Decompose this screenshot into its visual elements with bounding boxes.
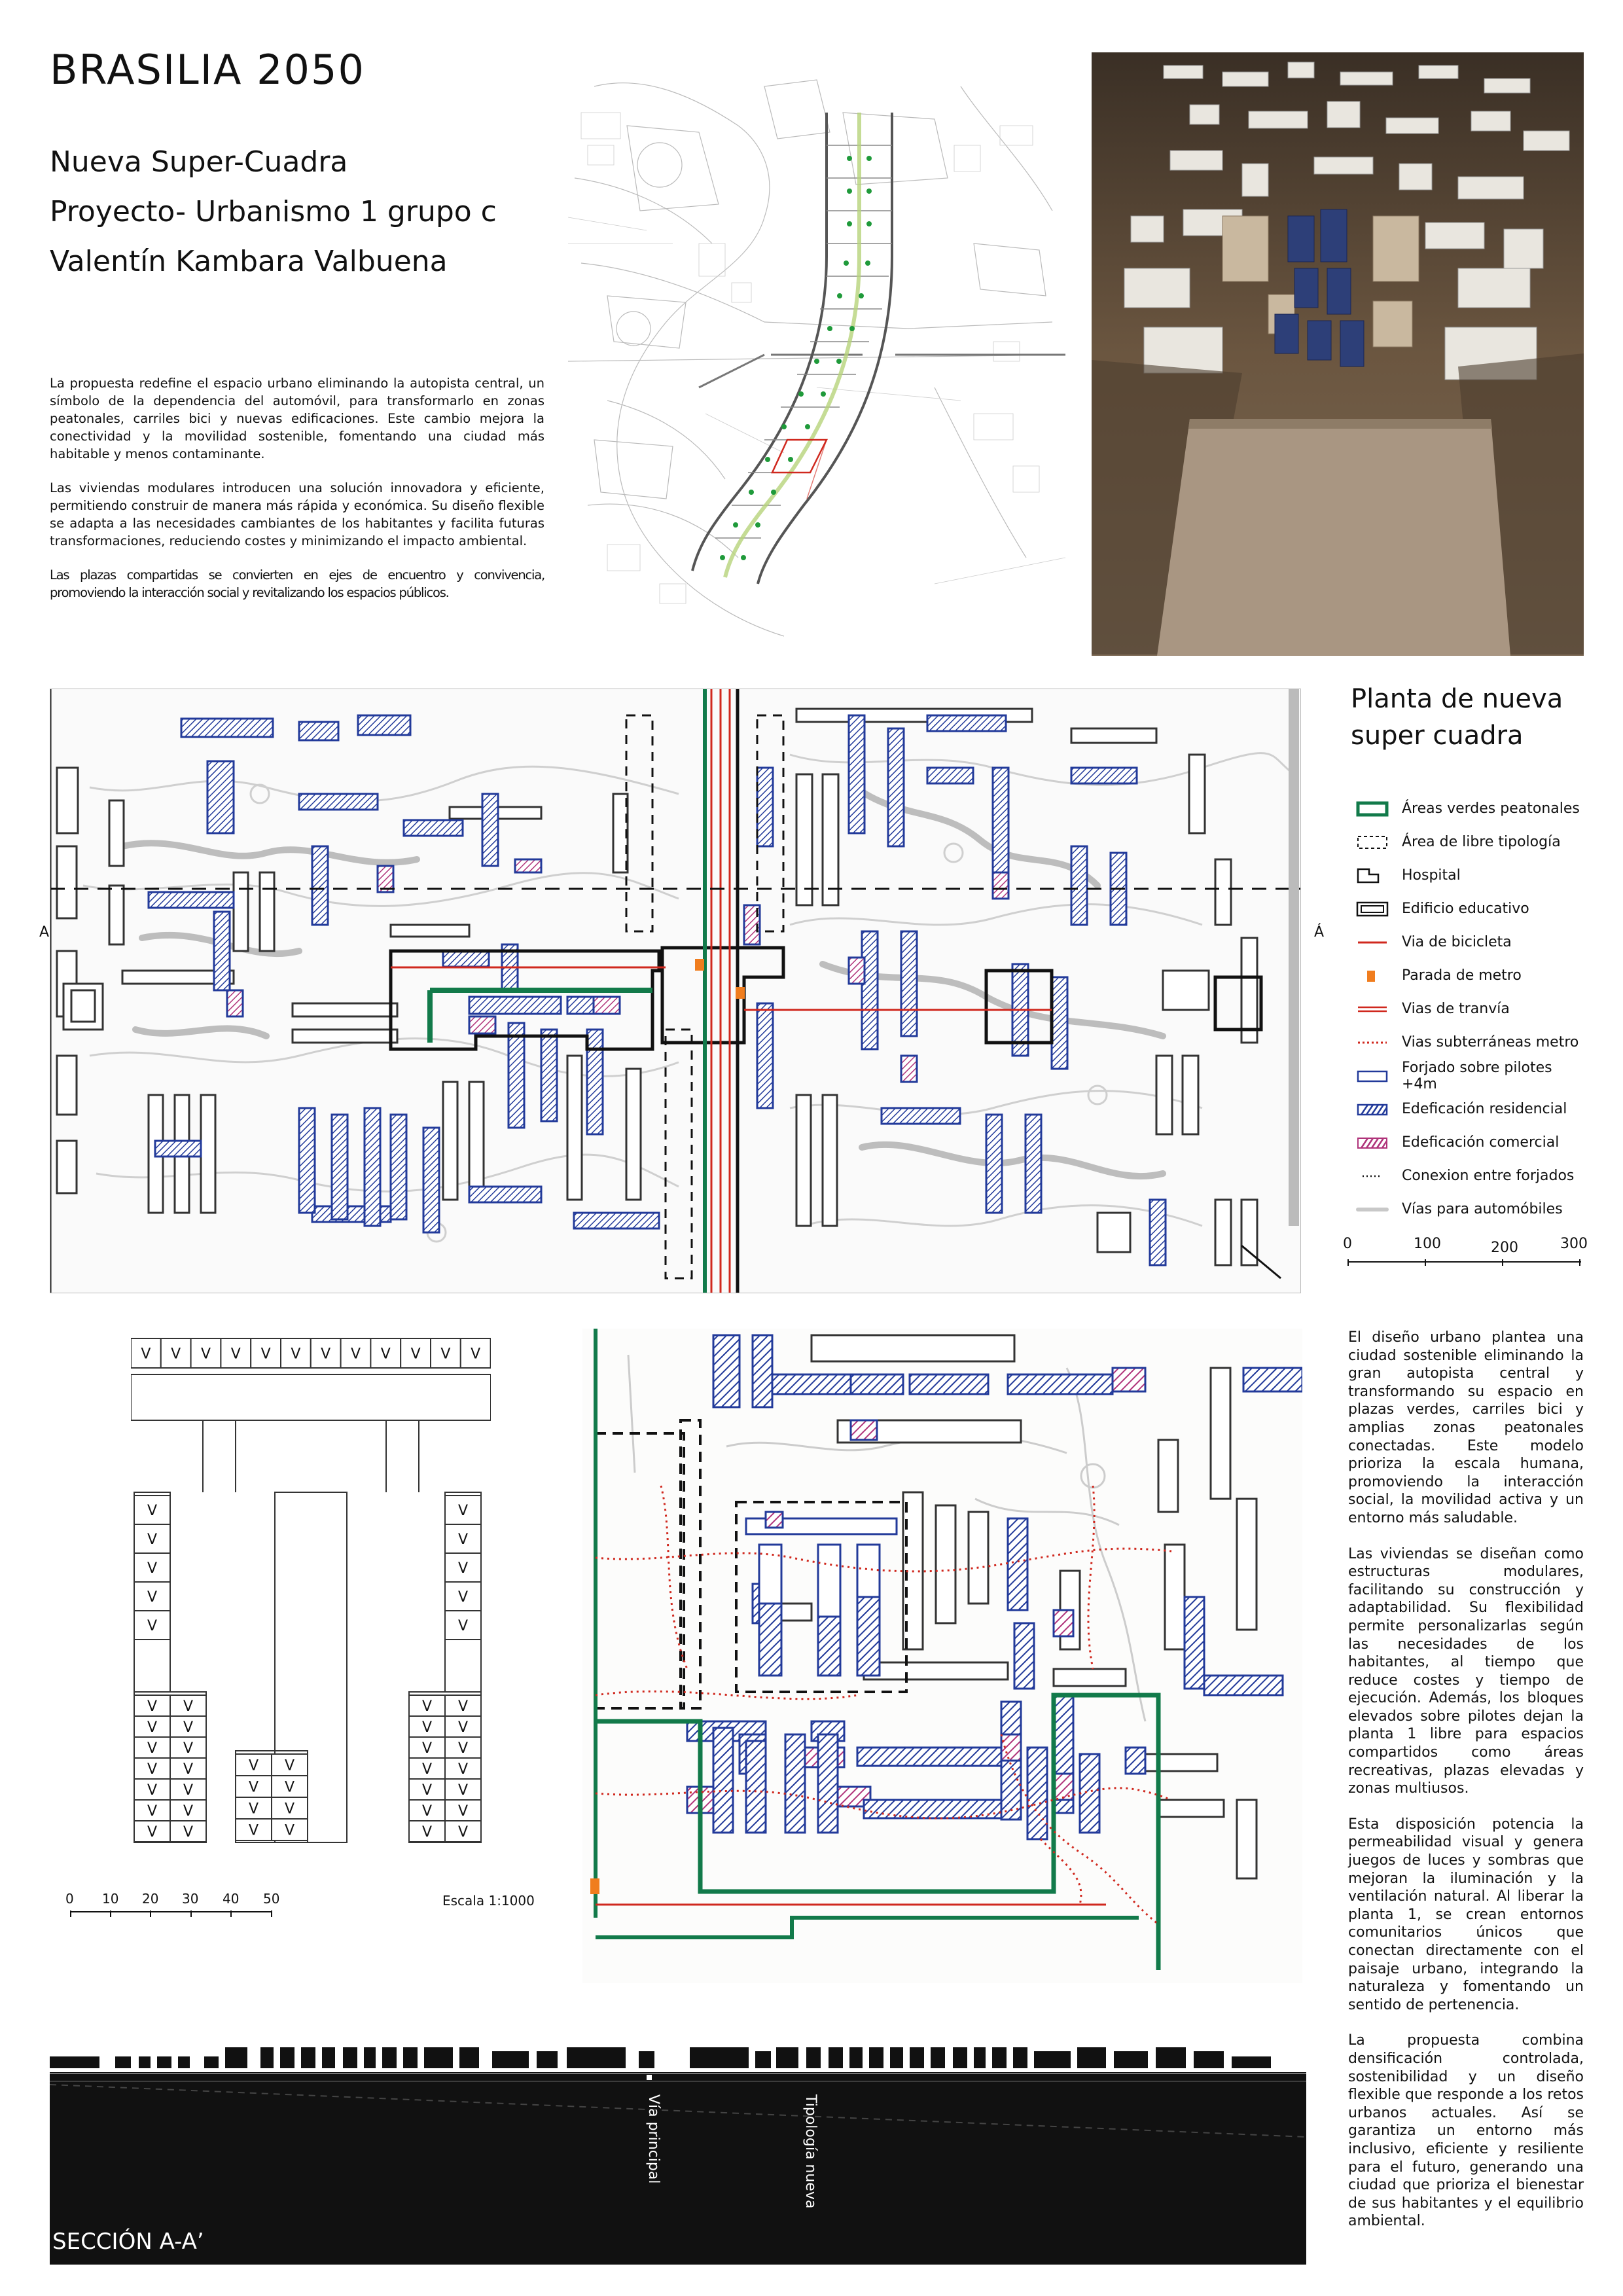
housing-unit-label: V bbox=[183, 1824, 194, 1840]
legend-label: Edeficación residencial bbox=[1402, 1101, 1567, 1117]
legend-item-residential bbox=[1356, 1092, 1592, 1126]
housing-unit-label: V bbox=[421, 1740, 433, 1757]
housing-unit-label: V bbox=[147, 1589, 158, 1605]
green-area-icon bbox=[1356, 801, 1389, 817]
housing-unit-label: V bbox=[457, 1560, 469, 1577]
housing-unit-label: V bbox=[284, 1801, 295, 1818]
modular-housing-drawing bbox=[131, 1332, 491, 1882]
housing-unit-label: V bbox=[440, 1346, 451, 1363]
scale-tick: 300 bbox=[1560, 1236, 1588, 1252]
scale-tick: 10 bbox=[102, 1891, 119, 1907]
section-title: SECCIÓN A-A’ bbox=[52, 2229, 204, 2255]
housing-unit-label: V bbox=[457, 1824, 469, 1840]
housing-unit-label: V bbox=[147, 1761, 158, 1778]
legend-item-commercial bbox=[1356, 1126, 1592, 1159]
housing-unit-label: V bbox=[230, 1346, 241, 1363]
legend-label: Forjado sobre pilotes +4m bbox=[1402, 1059, 1552, 1092]
housing-unit-label: V bbox=[147, 1698, 158, 1715]
legend-title-line-2: super cuadra bbox=[1351, 721, 1524, 751]
superquadra-plan bbox=[50, 689, 1301, 1293]
legend-item-free-typology bbox=[1356, 825, 1592, 859]
housing-unit-label: V bbox=[471, 1346, 481, 1363]
housing-unit-label: V bbox=[284, 1779, 295, 1796]
housing-unit-label: V bbox=[183, 1698, 194, 1715]
scale-tick: 20 bbox=[142, 1891, 159, 1907]
legend-label: Vias subterráneas metro bbox=[1402, 1034, 1579, 1050]
housing-unit-label: V bbox=[183, 1782, 194, 1799]
legend-title-line-1: Planta de nueva bbox=[1351, 684, 1563, 714]
description-paragraph-4: La propuesta combina densificación controlada, sostenibilidad y un diseño flexible que responde a los retos urbanos actuales. Así se garantiza un entorno más inclusivo, eficiente y resiliente para el futuro, generando una ciudad que prioriza el bienestar de sus habitantes y el equilibrio ambiental. bbox=[1348, 2032, 1584, 2230]
housing-unit-label: V bbox=[457, 1503, 469, 1519]
hospital-icon bbox=[1356, 868, 1389, 884]
housing-unit-label: V bbox=[147, 1532, 158, 1548]
detail-plan bbox=[582, 1329, 1302, 1983]
scale-tick: 200 bbox=[1491, 1240, 1518, 1256]
city-map bbox=[568, 47, 1065, 662]
housing-unit-label: V bbox=[183, 1803, 194, 1820]
housing-unit-label: V bbox=[171, 1346, 181, 1363]
dashed-box-icon bbox=[1356, 834, 1389, 850]
housing-unit-label: V bbox=[248, 1779, 259, 1796]
housing-unit-label: V bbox=[147, 1719, 158, 1736]
description-text bbox=[1348, 1329, 1584, 2248]
housing-unit-label: V bbox=[183, 1740, 194, 1757]
description-paragraph-2: Las viviendas se diseñan como estructuras modulares, facilitando su construcción y adaptabilidad. Su flexibilidad permite personalizarlas según las necesidades de los habitantes, al tiempo que reduce costes y tiempo de ejecución. Además, los bloques elevados sobre pilotes dejan la planta 1 libre para espacios compartidos como áreas recreativas, plazas elevadas y zonas multiusos. bbox=[1348, 1545, 1584, 1797]
modules-scale-label: Escala 1:1000 bbox=[442, 1893, 535, 1909]
housing-unit-label: V bbox=[421, 1782, 433, 1799]
superquadra-plan-drawing bbox=[50, 689, 1300, 1293]
housing-unit-label: V bbox=[147, 1740, 158, 1757]
residential-icon bbox=[1356, 1102, 1389, 1117]
housing-unit-label: V bbox=[248, 1822, 259, 1839]
legend-label: Edeficación comercial bbox=[1402, 1134, 1560, 1151]
scale-tick: 0 bbox=[1343, 1236, 1352, 1252]
legend-item-bike bbox=[1356, 925, 1592, 959]
housing-unit-label: V bbox=[147, 1782, 158, 1799]
scale-tick: 40 bbox=[223, 1891, 240, 1907]
subtitle bbox=[50, 137, 497, 287]
detail-plan-drawing bbox=[582, 1329, 1302, 1983]
housing-unit-label: V bbox=[457, 1698, 469, 1715]
tram-icon bbox=[1356, 1001, 1389, 1017]
legend-label: Via de bicicleta bbox=[1402, 934, 1512, 950]
legend-label: Conexion entre forjados bbox=[1402, 1168, 1575, 1184]
housing-unit-label: V bbox=[200, 1346, 211, 1363]
housing-unit-label: V bbox=[321, 1346, 331, 1363]
commercial-icon bbox=[1356, 1135, 1389, 1151]
housing-unit-label: V bbox=[248, 1757, 259, 1774]
housing-unit-label: V bbox=[421, 1803, 433, 1820]
housing-unit-label: V bbox=[457, 1532, 469, 1548]
pilotis-slab-icon bbox=[1356, 1068, 1389, 1084]
intro-paragraph-3: Las plazas compartidas se convierten en ejes de encuentro y convivencia, promoviendo la interacción social y revitalizando los espacios públicos. bbox=[50, 567, 544, 600]
legend-item-connection bbox=[1356, 1159, 1592, 1193]
section-marker-right: Á bbox=[1314, 924, 1325, 941]
legend-item-car-roads bbox=[1356, 1193, 1592, 1226]
legend bbox=[1356, 792, 1592, 1226]
subtitle-line-2: Proyecto- Urbanismo 1 grupo c bbox=[50, 195, 497, 228]
scale-tick: 100 bbox=[1414, 1236, 1441, 1252]
housing-unit-label: V bbox=[421, 1719, 433, 1736]
description-paragraph-3: Esta disposición potencia la permeabilidad visual y genera juegos de luces y sombras que mejoran la iluminación y la ventilación natural. Al liberar la planta 1, se crean entornos comunitarios únicos que conectan directamente con el paisaje urbano, integrando la naturaleza y fomentando un sentido de pertenencia. bbox=[1348, 1816, 1584, 2013]
scale-tick: 0 bbox=[65, 1891, 74, 1907]
housing-unit-label: V bbox=[183, 1719, 194, 1736]
intro-text bbox=[50, 374, 544, 618]
school-icon bbox=[1356, 901, 1389, 917]
intro-paragraph-1: La propuesta redefine el espacio urbano eliminando la autopista central, un símbolo de la dependencia del automóvil, para transformarlo en zonas peatonales, carriles bici y nuevas edificaciones. Este cambio mejora la conectividad y la movilidad sostenible, fomentando una ciudad más habitable y menos contaminante. bbox=[50, 376, 544, 461]
housing-unit-label: V bbox=[410, 1346, 421, 1363]
housing-unit-label: V bbox=[147, 1618, 158, 1634]
housing-unit-label: V bbox=[457, 1782, 469, 1799]
scale-tick: 50 bbox=[263, 1891, 280, 1907]
housing-unit-label: V bbox=[380, 1346, 391, 1363]
legend-item-metro-lines bbox=[1356, 1026, 1592, 1059]
model-photo bbox=[1092, 52, 1584, 656]
section-label-tipologia: Tipología nueva bbox=[802, 2094, 819, 2209]
section-a-a bbox=[50, 2042, 1306, 2265]
housing-unit-label: V bbox=[260, 1346, 271, 1363]
modules-scale-drawing bbox=[65, 1910, 288, 1920]
subtitle-line-1: Nueva Super-Cuadra bbox=[50, 145, 348, 179]
bike-lane-icon bbox=[1356, 935, 1389, 950]
housing-unit-label: V bbox=[421, 1761, 433, 1778]
scale-tick: 30 bbox=[182, 1891, 199, 1907]
legend-item-pilotis bbox=[1356, 1059, 1592, 1092]
housing-unit-label: V bbox=[147, 1503, 158, 1519]
legend-label: Área de libre tipología bbox=[1402, 834, 1561, 850]
subtitle-line-3: Valentín Kambara Valbuena bbox=[50, 245, 448, 278]
section-drawing bbox=[50, 2042, 1306, 2265]
legend-label: Hospital bbox=[1402, 867, 1461, 884]
plan-scale-bar bbox=[1343, 1236, 1588, 1292]
housing-unit-label: V bbox=[291, 1346, 301, 1363]
housing-unit-label: V bbox=[421, 1824, 433, 1840]
car-road-icon bbox=[1356, 1202, 1389, 1217]
intro-paragraph-2: Las viviendas modulares introducen una solución innovadora y eficiente, permitiendo construir de manera más rápida y económica. Su diseño flexible se adapta a las necesidades cambiantes de los habitantes y facilita futuras transformaciones, reduciendo costes y minimizando el impacto ambiental. bbox=[50, 480, 544, 548]
housing-unit-label: V bbox=[248, 1801, 259, 1818]
housing-unit-label: V bbox=[457, 1761, 469, 1778]
legend-item-green-areas bbox=[1356, 792, 1592, 825]
metro-stop-icon bbox=[1356, 968, 1389, 984]
legend-label: Vías para automóbiles bbox=[1402, 1201, 1563, 1217]
housing-unit-label: V bbox=[147, 1803, 158, 1820]
legend-label: Vias de tranvía bbox=[1402, 1001, 1510, 1017]
legend-label: Edificio educativo bbox=[1402, 901, 1529, 917]
modular-housing-diagram bbox=[131, 1332, 491, 1882]
legend-label: Áreas verdes peatonales bbox=[1402, 800, 1580, 817]
housing-unit-label: V bbox=[284, 1757, 295, 1774]
scale-bar-drawing bbox=[1346, 1259, 1588, 1272]
page-title: BRASILIA 2050 bbox=[50, 46, 365, 94]
housing-unit-label: V bbox=[147, 1824, 158, 1840]
housing-unit-label: V bbox=[457, 1740, 469, 1757]
housing-unit-label: V bbox=[183, 1761, 194, 1778]
legend-item-tram bbox=[1356, 992, 1592, 1026]
description-paragraph-1: El diseño urbano plantea una ciudad sostenible eliminando la gran autopista central y transformando su espacio en plazas verdes, carriles bici y amplias zonas peatonales conectadas. Este modelo prioriza la escala humana, promoviendo la interacción social, la movilidad activa y un entorno más saludable. bbox=[1348, 1329, 1584, 1526]
housing-unit-label: V bbox=[141, 1346, 151, 1363]
city-map-drawing bbox=[568, 47, 1065, 662]
housing-unit-label: V bbox=[457, 1589, 469, 1605]
connection-icon bbox=[1356, 1168, 1389, 1184]
modules-scale-bar bbox=[65, 1891, 288, 1921]
housing-unit-label: V bbox=[350, 1346, 361, 1363]
housing-unit-label: V bbox=[147, 1560, 158, 1577]
legend-item-metro-stop bbox=[1356, 959, 1592, 992]
housing-unit-label: V bbox=[457, 1803, 469, 1820]
housing-unit-label: V bbox=[457, 1618, 469, 1634]
housing-unit-label: V bbox=[457, 1719, 469, 1736]
model-photo-drawing bbox=[1092, 52, 1584, 656]
legend-label: Parada de metro bbox=[1402, 967, 1522, 984]
housing-unit-label: V bbox=[284, 1822, 295, 1839]
legend-item-school bbox=[1356, 892, 1592, 925]
metro-line-icon bbox=[1356, 1035, 1389, 1050]
legend-item-hospital bbox=[1356, 859, 1592, 892]
section-label-via: Vía principal bbox=[645, 2094, 662, 2184]
section-marker-left: A bbox=[39, 924, 50, 941]
housing-unit-label: V bbox=[421, 1698, 433, 1715]
legend-title bbox=[1351, 681, 1563, 754]
